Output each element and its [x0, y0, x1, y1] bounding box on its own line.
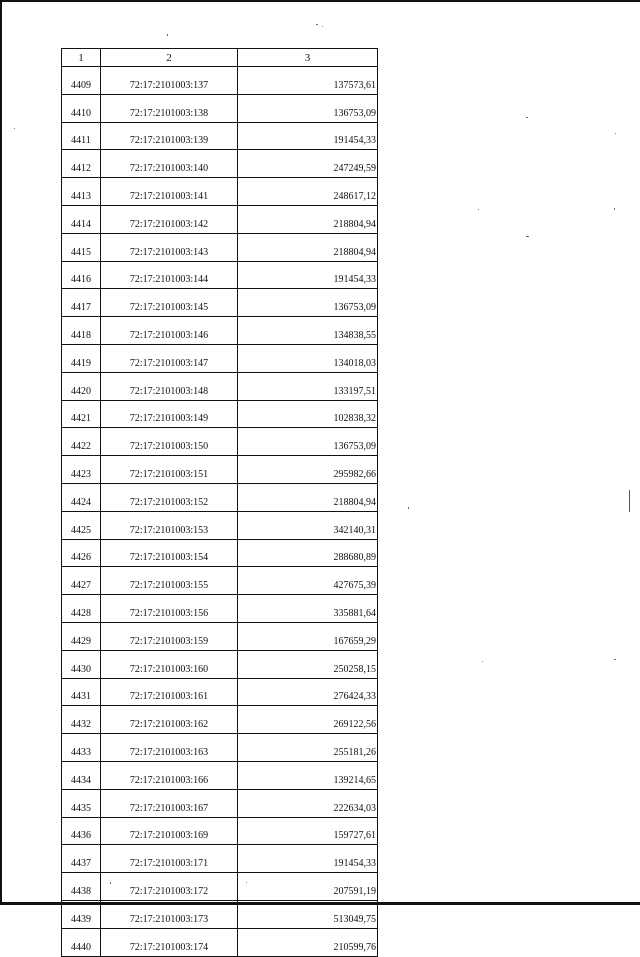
cadastral-value: 136753,09 — [238, 289, 378, 317]
table-row — [62, 150, 378, 178]
row-number: 4435 — [62, 789, 101, 817]
cadastral-number: 72:17:2101003:169 — [101, 817, 238, 845]
table-body — [62, 67, 378, 957]
table-row — [62, 845, 378, 873]
row-number: 4420 — [62, 372, 101, 400]
table-row — [62, 178, 378, 206]
cadastral-value: 133197,51 — [238, 372, 378, 400]
cadastral-value: 427675,39 — [238, 567, 378, 595]
cadastral-value: 137573,61 — [238, 67, 378, 95]
row-number: 4416 — [62, 261, 101, 289]
table-row — [62, 483, 378, 511]
table-row — [62, 344, 378, 372]
scan-speck — [408, 507, 409, 509]
table-row — [62, 400, 378, 428]
scan-speck — [526, 117, 528, 118]
cadastral-value: 210599,76 — [238, 928, 378, 956]
scan-speck — [614, 659, 616, 660]
header-col-3: 3 — [238, 49, 378, 67]
cadastral-value: 191454,33 — [238, 261, 378, 289]
cadastral-number: 72:17:2101003:160 — [101, 650, 238, 678]
table-row — [62, 928, 378, 956]
cadastral-number: 72:17:2101003:159 — [101, 622, 238, 650]
cadastral-number: 72:17:2101003:154 — [101, 539, 238, 567]
cadastral-number: 72:17:2101003:146 — [101, 317, 238, 345]
scan-speck — [615, 133, 616, 134]
cadastral-number: 72:17:2101003:173 — [101, 900, 238, 928]
table-row — [62, 233, 378, 261]
cadastral-value: 276424,33 — [238, 678, 378, 706]
row-number: 4427 — [62, 567, 101, 595]
cadastral-value: 218804,94 — [238, 483, 378, 511]
scan-speck — [629, 490, 630, 512]
row-number: 4425 — [62, 511, 101, 539]
row-number: 4410 — [62, 94, 101, 122]
cadastral-number: 72:17:2101003:174 — [101, 928, 238, 956]
row-number: 4423 — [62, 456, 101, 484]
header-row — [62, 49, 378, 67]
header-col-2: 2 — [101, 49, 238, 67]
header-col-1: 1 — [62, 49, 101, 67]
cadastral-value: 342140,31 — [238, 511, 378, 539]
row-number: 4437 — [62, 845, 101, 873]
cadastral-value: 191454,33 — [238, 122, 378, 150]
row-number: 4432 — [62, 706, 101, 734]
row-number: 4434 — [62, 761, 101, 789]
table-row — [62, 734, 378, 762]
row-number: 4438 — [62, 873, 101, 901]
row-number: 4417 — [62, 289, 101, 317]
scan-speck — [316, 24, 318, 25]
cadastral-value: 218804,94 — [238, 205, 378, 233]
cadastral-value: 295982,66 — [238, 456, 378, 484]
cadastral-value: 136753,09 — [238, 428, 378, 456]
table-row — [62, 622, 378, 650]
cadastral-value-table — [61, 48, 378, 957]
cadastral-number: 72:17:2101003:171 — [101, 845, 238, 873]
cadastral-value: 250258,15 — [238, 650, 378, 678]
row-number: 4431 — [62, 678, 101, 706]
cadastral-value: 139214,65 — [238, 761, 378, 789]
table-row — [62, 650, 378, 678]
cadastral-number: 72:17:2101003:141 — [101, 178, 238, 206]
row-number: 4430 — [62, 650, 101, 678]
table-row — [62, 372, 378, 400]
cadastral-number: 72:17:2101003:147 — [101, 344, 238, 372]
row-number: 4440 — [62, 928, 101, 956]
cadastral-number: 72:17:2101003:155 — [101, 567, 238, 595]
cadastral-number: 72:17:2101003:162 — [101, 706, 238, 734]
cadastral-value: 288680,89 — [238, 539, 378, 567]
table-row — [62, 567, 378, 595]
table-row — [62, 595, 378, 623]
cadastral-value: 218804,94 — [238, 233, 378, 261]
cadastral-number: 72:17:2101003:166 — [101, 761, 238, 789]
cadastral-number: 72:17:2101003:148 — [101, 372, 238, 400]
table-row — [62, 261, 378, 289]
cadastral-number: 72:17:2101003:150 — [101, 428, 238, 456]
scan-speck — [478, 209, 479, 210]
cadastral-number: 72:17:2101003:153 — [101, 511, 238, 539]
table-row — [62, 122, 378, 150]
cadastral-number: 72:17:2101003:152 — [101, 483, 238, 511]
cadastral-number: 72:17:2101003:142 — [101, 205, 238, 233]
table-row — [62, 94, 378, 122]
cadastral-number: 72:17:2101003:145 — [101, 289, 238, 317]
cadastral-value: 247249,59 — [238, 150, 378, 178]
scan-speck — [322, 26, 323, 27]
cadastral-value: 167659,29 — [238, 622, 378, 650]
table-header — [62, 49, 378, 67]
row-number: 4413 — [62, 178, 101, 206]
scan-speck — [14, 128, 15, 129]
row-number: 4424 — [62, 483, 101, 511]
table-row — [62, 67, 378, 95]
row-number: 4414 — [62, 205, 101, 233]
row-number: 4428 — [62, 595, 101, 623]
cadastral-value: 159727,61 — [238, 817, 378, 845]
row-number: 4433 — [62, 734, 101, 762]
cadastral-number: 72:17:2101003:144 — [101, 261, 238, 289]
scan-speck — [526, 236, 529, 237]
row-number: 4409 — [62, 67, 101, 95]
cadastral-number: 72:17:2101003:137 — [101, 67, 238, 95]
table-row — [62, 428, 378, 456]
row-number: 4421 — [62, 400, 101, 428]
table-row — [62, 456, 378, 484]
cadastral-value: 136753,09 — [238, 94, 378, 122]
cadastral-value: 191454,33 — [238, 845, 378, 873]
cadastral-value: 207591,19 — [238, 873, 378, 901]
cadastral-value: 269122,56 — [238, 706, 378, 734]
cadastral-number: 72:17:2101003:149 — [101, 400, 238, 428]
cadastral-number: 72:17:2101003:139 — [101, 122, 238, 150]
cadastral-value: 134838,55 — [238, 317, 378, 345]
cadastral-value: 222634,03 — [238, 789, 378, 817]
cadastral-value: 134018,03 — [238, 344, 378, 372]
table-row — [62, 706, 378, 734]
cadastral-value: 248617,12 — [238, 178, 378, 206]
row-number: 4419 — [62, 344, 101, 372]
cadastral-number: 72:17:2101003:167 — [101, 789, 238, 817]
row-number: 4439 — [62, 900, 101, 928]
table-row — [62, 817, 378, 845]
table-row — [62, 789, 378, 817]
table-row — [62, 873, 378, 901]
table-row — [62, 511, 378, 539]
cadastral-number: 72:17:2101003:156 — [101, 595, 238, 623]
scan-speck — [614, 208, 615, 210]
table-row — [62, 317, 378, 345]
cadastral-number: 72:17:2101003:140 — [101, 150, 238, 178]
scan-speck — [482, 661, 483, 662]
cadastral-number: 72:17:2101003:138 — [101, 94, 238, 122]
table-row — [62, 289, 378, 317]
row-number: 4426 — [62, 539, 101, 567]
cadastral-value: 335881,64 — [238, 595, 378, 623]
row-number: 4411 — [62, 122, 101, 150]
row-number: 4429 — [62, 622, 101, 650]
table-row — [62, 678, 378, 706]
row-number: 4412 — [62, 150, 101, 178]
cadastral-number: 72:17:2101003:151 — [101, 456, 238, 484]
cadastral-value: 513049,75 — [238, 900, 378, 928]
table-row — [62, 205, 378, 233]
row-number: 4436 — [62, 817, 101, 845]
row-number: 4422 — [62, 428, 101, 456]
row-number: 4415 — [62, 233, 101, 261]
cadastral-number: 72:17:2101003:161 — [101, 678, 238, 706]
cadastral-value: 102838,32 — [238, 400, 378, 428]
cadastral-number: 72:17:2101003:163 — [101, 734, 238, 762]
cadastral-value: 255181,26 — [238, 734, 378, 762]
scan-speck — [167, 34, 168, 36]
table-row — [62, 761, 378, 789]
cadastral-number: 72:17:2101003:143 — [101, 233, 238, 261]
row-number: 4418 — [62, 317, 101, 345]
cadastral-number: 72:17:2101003:172 — [101, 873, 238, 901]
table-row — [62, 539, 378, 567]
